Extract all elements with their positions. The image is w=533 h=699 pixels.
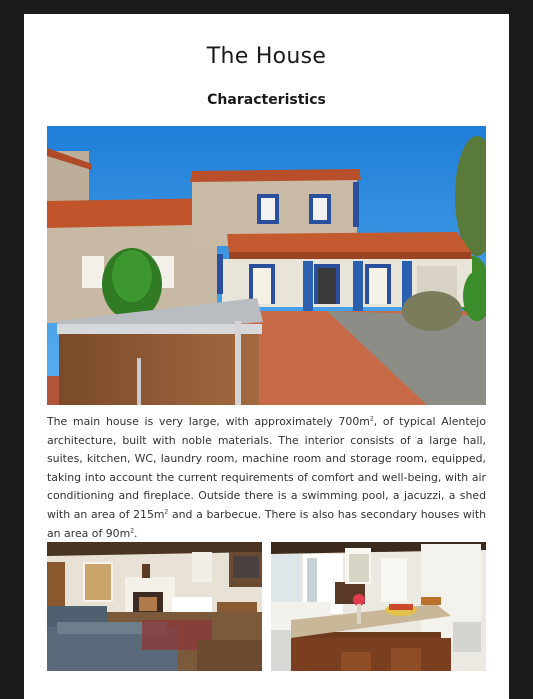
description-line: suites, kitchen, WC, laundry room, machine room and storage room, equipped, — [47, 452, 486, 466]
page-title: The House — [206, 44, 327, 69]
description-paragraph — [47, 413, 486, 543]
description-line: with an area of $215m^2$ and a barbecue. There is also has secondary houses with — [47, 507, 486, 521]
description-line: taking into account the current requirements of comfort and well-being, with air — [47, 470, 486, 484]
page-subtitle: Characteristics — [207, 92, 326, 108]
living-room-photo — [47, 542, 262, 671]
document-page — [24, 14, 509, 699]
description-line: architecture, built with noble materials. The interior consists of a large hall, — [47, 433, 486, 447]
description-line: conditioning and fireplace. Outside there is a swimming pool, a jacuzzi, a shed — [47, 489, 486, 503]
house-exterior-photo — [47, 126, 486, 405]
description-line: The main house is very large, with approximately $700m^2$, of typical Alentejo — [47, 415, 486, 428]
description-line: an area of $90m^2$. — [47, 526, 138, 540]
kitchen-photo — [271, 542, 486, 671]
